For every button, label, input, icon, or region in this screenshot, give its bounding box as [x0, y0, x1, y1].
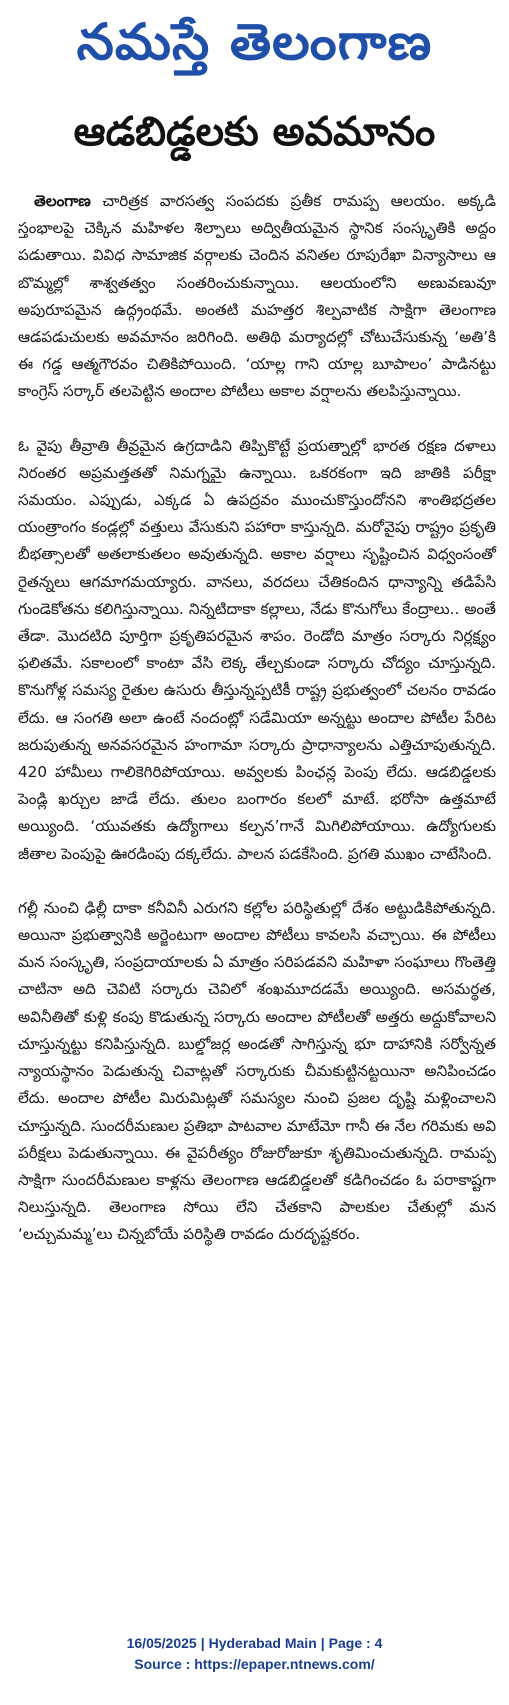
lead-word: తెలంగాణ: [34, 192, 91, 210]
newspaper-logo: నమస్తే తెలంగాణ: [76, 12, 433, 71]
edition-date: 16/05/2025: [126, 1635, 197, 1651]
article-paragraph-3: గల్లీ నుంచి ఢిల్లీ దాకా కనీవినీ ఎరుగని కల్లోల పరిస్థితుల్లో దేశం అట్టుడికిపోతున్నది. అయినా ప్రభుత్వానికి అర్జెంటుగా అందాల పోటీలు కావలసి వచ్చాయి. ఈ పోటీలు మన సంస్కృతి, సంప్రదాయాలకు ఏ మాత్రం సరిపడవని మహిళా సంఘాలు గొంతెత్తి చాటినా అది చెవిటి సర్కారు చెవిలో శంఖమూదడమే అయ్యింది. అసమర్థత, అవినీతితో కుళ్లి కంపు కొడుతున్న సర్కారు అందాల పోటీలతో అత్తరు అద్దుకోవాలని చూస్తున్నట్టు కనిపిస్తున్నది. బుల్డోజర్ల అండతో సాగిస్తున్న భూ దాహానికి సర్వోన్నత న్యాయస్థానం పెడుతున్న చివాట్లతో సర్కారుకు చీమకుట్టినట్టయినా అనిపించడం లేదు. అందాల పోటీల మిరుమిట్లతో సమస్యల నుంచి ప్రజల దృష్టి మళ్లించాలని చూస్తున్నది. సుందరీమణుల ప్రతిభా పాటవాల మాటేమో గానీ ఈ నేల గరిమకు అవి పరీక్షలు పెడుతున్నాయి. ఈ వైపరీత్యం రోజురోజుకూ శృతిమించుతున్నది. రామప్ప సాక్షిగా సుందరీమణుల కాళ్లను తెలంగాణ ఆడబిడ్డలతో కడిగించడం ఓ పరాకాష్టగా నిలుస్తున్నది. తెలంగాణ సోయి లేని చేతకాని పాలకుల చేతుల్లో మన ‘లచ్చుమమ్మ’లు చిన్నబోయే పరిస్థితి రావడం దురదృష్టకరం.: [18, 898, 496, 1244]
edition-name: Hyderabad Main: [208, 1635, 317, 1651]
article-paragraph-2: ఓ వైపు తీవ్రాతి తీవ్రమైన ఉగ్రదాడిని తిప్పికొట్టే ప్రయత్నాల్లో భారత రక్షణ దళాలు నిరంతర అప్రమత్తతతో నిమగ్నమై ఉన్నాయి. ఒకరకంగా ఇది జాతికి పరీక్షా సమయం. ఎప్పుడు, ఎక్కడ ఏ ఉపద్రవం ముంచుకొస్తుందోనని శాంతిభద్రతల యంత్రాంగం కండ్లల్లో వత్తులు వేసుకుని పహారా కాస్తున్నది. మరోవైపు రాష్ట్రం ప్రకృతి బీభత్సాలతో అతలాకుతలం అవుతున్నది. అకాల వర్షాలు సృష్టించిన విధ్వంసంతో రైతన్నలు ఆగమాగమయ్యారు. వానలు, వరదలు చేతికందిన ధాన్యాన్ని తడిపేసి గుండెకోతను కలిగిస్తున్నాయి. నిన్నటిదాకా కల్లాలు, నేడు కొనుగోలు కేంద్రాలు.. అంతే తేడా. మొదటిది పూర్తిగా ప్రకృతిపరమైన శాపం. రెండోది మాత్రం సర్కారు నిర్లక్ష్యం ఫలితమే. సకాలంలో కాంటా వేసి లెక్క తేల్చకుండా సర్కారు చోద్యం చూస్తున్నది. కొనుగోళ్ల సమస్య రైతుల ఉసురు తీస్తున్నప్పటికీ రాష్ట్ర ప్రభుత్వంలో చలనం రావడం లేదు. ఆ సంగతి అలా ఉంటే నందంట్లో సడేమియా అన్నట్టు అందాల పోటీల పేరిట జరుపుతున్న అనవసరమైన హంగామా సర్కారు ప్రాధాన్యాలను ఎత్తిచూపుతున్నది. 420 హామీలు గాలికెగిరిపోయాయి. అవ్వలకు పింఛన్ల పెంపు లేదు. ఆడబిడ్డలకు పెండ్లి ఖర్చుల జాడే లేదు. తులం బంగారం కలలో మాటే. భరోసా ఉత్తమాటే అయ్యింది. ‘యువతకు ఉద్యోగాలు కల్పన’గానే మిగిలిపోయాయి. ఉద్యోగులకు జీతాల పెంపుపై ఊరడింపు దక్కలేదు. పాలన పడకేసింది. ప్రగతి ముఖం చాటేసింది.: [18, 436, 496, 863]
edition-line: [0, 1633, 509, 1654]
masthead: [0, 2, 509, 82]
source-line: Source : https://epaper.ntnews.com/: [134, 1656, 375, 1672]
paragraph-text: చారిత్రక వారసత్వ సంపదకు ప్రతీక రామప్ప ఆలయం. అక్కడి స్తంభాలపై చెక్కిన మహిళల శిల్పాలు అద్వితీయమైన స్థానిక సంస్కృతికి అద్దం పడుతాయి. వివిధ సామాజిక వర్గాలకు చెందిన వనితల రూపురేఖా విన్యాసాలు ఆ బొమ్మల్లో శాశ్వతత్వం సంతరించుకున్నాయి. ఆలయంలోని అణువణువూ అపురూపమైన ఉద్గ్రంథమే. అంతటి మహత్తర శిల్పవాటిక సాక్షిగా తెలంగాణ ఆడపడుచులకు అవమానం జరిగింది. అతిథి మర్యాదల్లో చోటుచేసుకున్న ‘అతి’కి ఈ గడ్డ ఆత్మగౌరవం చితికిపోయింది. ‘యాల్ల గాని యాల్ల బూపాలం’ పాడినట్టు కాంగ్రెస్ సర్కార్ తలపెట్టిన అందాల పోటీలు అకాల వర్షాలను తలపిస్తున్నాయి.: [18, 192, 496, 401]
footer-separator: |: [320, 1635, 325, 1651]
article-paragraph-1: [18, 188, 496, 406]
page-footer: [0, 1633, 509, 1675]
article-headline: ఆడబిడ్డలకు అవమానం: [73, 109, 436, 155]
page-number: Page : 4: [328, 1635, 383, 1651]
footer-separator: |: [200, 1635, 205, 1651]
article-body: [18, 188, 496, 1249]
